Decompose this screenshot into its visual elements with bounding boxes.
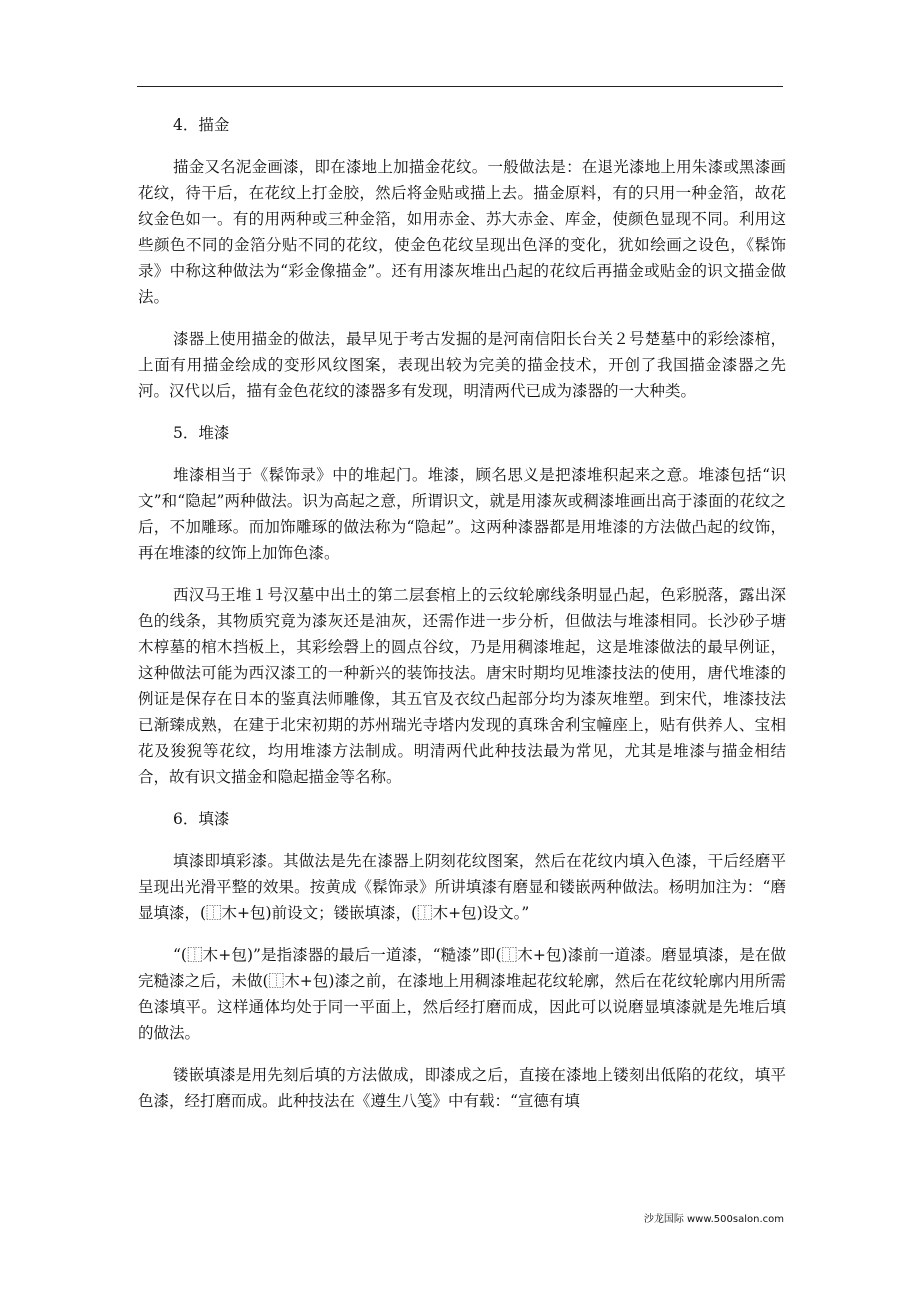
section-heading-tianqi: 6．填漆 <box>173 810 230 828</box>
paragraph: 填漆即填彩漆。其做法是先在漆器上阴刻花纹图案，然后在花纹内填入色漆，干后经磨平呈现出光滑平整的效果。按黄成《髹饰录》所讲填漆有磨显和镂嵌两种做法。杨明加注为：“磨显填漆，(⿰木+包)前设文；镂嵌填漆，(⿰木+包)设文。” <box>138 852 786 922</box>
header-rule <box>137 86 783 87</box>
paragraph: 镂嵌填漆是用先刻后填的方法做成，即漆成之后，直接在漆地上镂刻出低陷的花纹，填平色漆，经打磨而成。此种技法在《遵生八笺》中有载：“宣德有填 <box>138 1066 786 1110</box>
footer-source-link[interactable]: 沙龙国际 www.500salon.com <box>643 1214 784 1225</box>
section-heading-duiqi: 5．堆漆 <box>173 424 230 442</box>
paragraph: 漆器上使用描金的做法，最早见于考古发掘的是河南信阳长台关２号楚墓中的彩绘漆棺，上面有用描金绘成的变形风纹图案，表现出较为完美的描金技术，开创了我国描金漆器之先河。汉代以后，描有金色花纹的漆器多有发现，明清两代已成为漆器的一大种类。 <box>138 330 786 400</box>
paragraph: 描金又名泥金画漆，即在漆地上加描金花纹。一般做法是：在退光漆地上用朱漆或黑漆画花纹，待干后，在花纹上打金胶，然后将金贴或描上去。描金原料，有的只用一种金箔，故花纹金色如一。有的用两种或三种金箔，如用赤金、苏大赤金、库金，使颜色显现不同。利用这些颜色不同的金箔分贴不同的花纹，使金色花纹呈现出色泽的变化，犹如绘画之设色，《髹饰录》中称这种做法为“彩金像描金”。还有用漆灰堆出凸起的花纹后再描金或贴金的识文描金做法。 <box>138 158 786 306</box>
document-body <box>138 112 786 1130</box>
section-heading-miaojin: 4．描金 <box>173 116 230 134</box>
paragraph: “(⿰木+包)”是指漆器的最后一道漆，“糙漆”即(⿰木+包)漆前一道漆。磨显填漆，是在做完糙漆之后，未做(⿰木+包)漆之前，在漆地上用稠漆堆起花纹轮廓，然后在花纹轮廓内用所需色漆填平。这样通体均处于同一平面上，然后经打磨而成，因此可以说磨显填漆就是先堆后填的做法。 <box>138 946 786 1042</box>
paragraph: 西汉马王堆１号汉墓中出土的第二层套棺上的云纹轮廓线条明显凸起，色彩脱落，露出深色的线条，其物质究竟为漆灰还是油灰，还需作进一步分析，但做法与堆漆相同。长沙砂子塘木椁墓的棺木挡板上，其彩绘磬上的圆点谷纹，乃是用稠漆堆起，这是堆漆做法的最早例证，这种做法可能为西汉漆工的一种新兴的装饰技法。唐宋时期均见堆漆技法的使用，唐代堆漆的例证是保存在日本的鉴真法师雕像，其五官及衣纹凸起部分均为漆灰堆塑。到宋代，堆漆技法已渐臻成熟，在建于北宋初期的苏州瑞光寺塔内发现的真珠舍利宝幢座上，贴有供养人、宝相花及狻猊等花纹，均用堆漆方法制成。明清两代此种技法最为常见，尤其是堆漆与描金相结合，故有识文描金和隐起描金等名称。 <box>138 586 786 786</box>
paragraph: 堆漆相当于《髹饰录》中的堆起门。堆漆，顾名思义是把漆堆积起来之意。堆漆包括“识文”和“隐起”两种做法。识为高起之意，所谓识文，就是用漆灰或稠漆堆画出高于漆面的花纹之后，不加雕琢。而加饰雕琢的做法称为“隐起”。这两种漆器都是用堆漆的方法做凸起的纹饰，再在堆漆的纹饰上加饰色漆。 <box>138 466 786 562</box>
